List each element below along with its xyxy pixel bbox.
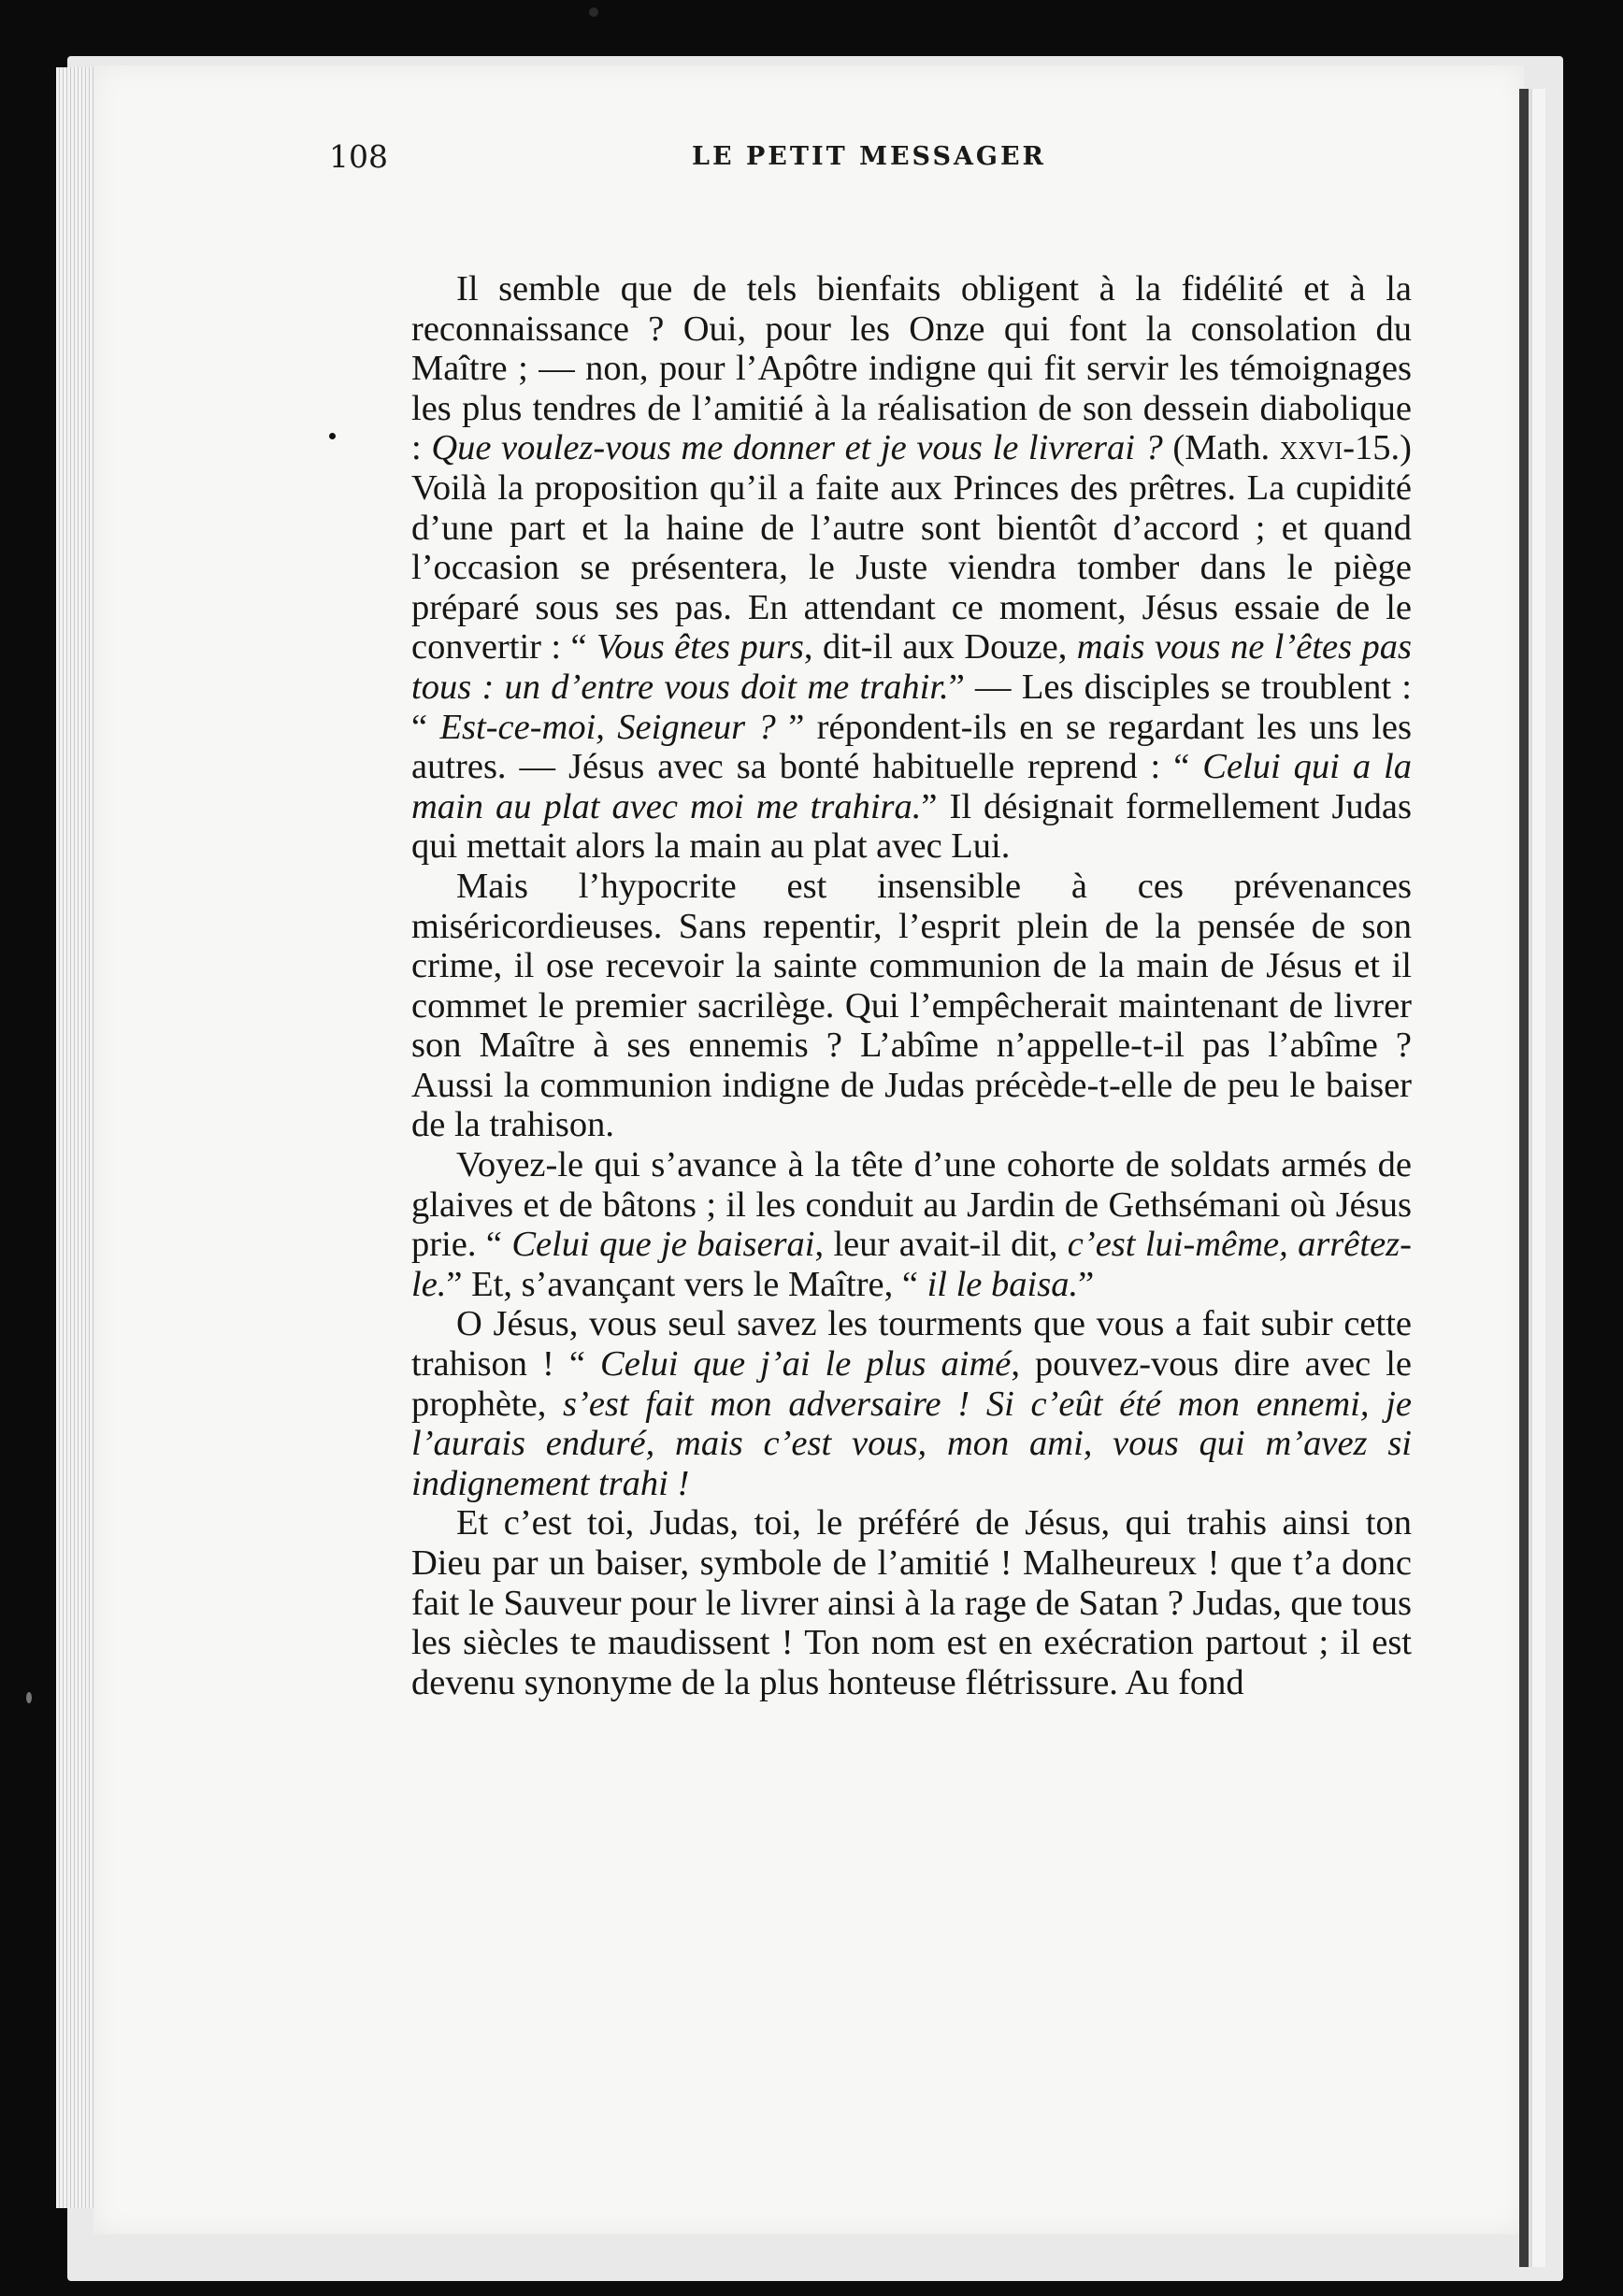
text-segment: Voyez-le qui s’avance à la tête d’une cohorte de soldats armés de glaives et de bâtons ; il les conduit au Jardin de Gethsémani où Jésus prie. “ <box>411 1145 1412 1265</box>
text-segment: ” répondent-ils en se regardant les uns les autres. — Jésus avec sa bonté habituelle reprend : “ <box>411 707 1412 787</box>
page-header <box>329 138 1409 185</box>
page-number: 108 <box>329 138 388 175</box>
text-segment: Celui que j’ai le plus aimé <box>600 1344 1012 1385</box>
page-edges-left <box>56 67 93 2208</box>
text-segment: , pouvez-vous dire avec le prophète, <box>411 1344 1413 1424</box>
text-segment: ” <box>1078 1264 1095 1304</box>
text-segment: ” Il désignait formellement Judas qui mettait alors la main au plat avec Lui. <box>411 786 1412 867</box>
text-segment: ” Et, s’avançant vers le Maître, “ <box>446 1264 927 1304</box>
text-segment: xxvi-15. <box>1279 428 1400 468</box>
text-segment: Et c’est toi, Judas, toi, le préféré de Jésus, qui trahis ainsi ton Dieu par un baiser, symbole de l’amitié ! Malheureux ! que t’a donc fait le Sauveur pour le livrer ainsi à la rage de Satan ? Judas, que tous les siècles te maudissent ! Ton nom est en exécration partout ; il est devenu synonyme de la plus honteuse flétrissure. Au fond <box>411 1503 1412 1702</box>
paragraph-p5 <box>411 1503 1412 1702</box>
paragraph-p3 <box>411 1145 1412 1304</box>
text-segment: il le baisa. <box>926 1264 1079 1304</box>
paragraph-p2 <box>411 867 1412 1145</box>
running-title: LE PETIT MESSAGER <box>692 142 1046 171</box>
text-segment: ) Voilà la proposition qu’il a faite aux Princes des prêtres. La cupidité d’une part et la haine de l’autre sont bientôt d’accord ; et quand l’occasion se présentera, le Juste viendra tomber dans le piège préparé sous ses pas. En attendant ce moment, Jésus essaie de le convertir : “ <box>411 428 1412 667</box>
scan-speck <box>26 1692 32 1703</box>
text-segment: Mais l’hypocrite est insensible à ces prévenances miséricordieuses. Sans repentir, l’esprit plein de la pensée de son crime, il ose recevoir la sainte communion de la main de Jésus et il commet le premier sacrilège. Qui l’empêcherait maintenant de livrer son Maître à ses ennemis ? L’abîme n’appelle-t-il pas l’abîme ? Aussi la communion indigne de Judas précède-t-elle de peu le baiser de la trahison. <box>411 866 1412 1145</box>
paragraph-p4 <box>411 1304 1412 1503</box>
scan-speck <box>589 7 598 17</box>
text-segment: Celui que je baiserai <box>511 1225 815 1265</box>
text-segment: , dit-il aux Douze, <box>803 627 1077 667</box>
text-segment: Celui qui a la main au plat avec moi me trahira. <box>411 747 1412 826</box>
scan-speck <box>329 433 336 439</box>
body-text <box>411 269 1412 1702</box>
text-segment: Est-ce-moi, Seigneur ? <box>439 707 776 747</box>
paragraph-p1 <box>411 269 1412 867</box>
page-edges-right <box>1519 89 1545 2267</box>
text-segment: Il semble que de tels bienfaits obligent à la fidélité et à la reconnaissance ? Oui, pour les Onze qui font la consolation du Maître ; — non, pour l’Apôtre indigne qui fit servir les témoignages les plus tendres de l’amitié à la réalisation de son dessein diabolique : <box>411 269 1412 468</box>
text-segment: (Math. <box>1162 428 1280 468</box>
text-segment: Que voulez-vous me donner et je vous le livrerai ? <box>431 428 1163 468</box>
text-segment: c’est lui-même, arrêtez-le. <box>411 1225 1412 1304</box>
text-segment: , leur avait-il dit, <box>814 1225 1068 1265</box>
text-segment: ” — Les disciples se troublent : “ <box>411 667 1412 747</box>
text-segment: Vous êtes purs <box>596 627 804 667</box>
text-segment: mais vous ne l’êtes pas tous : un d’entre vous doit me trahir. <box>411 627 1412 707</box>
text-segment: O Jésus, vous seul savez les tourments que vous a fait subir cette trahison ! “ <box>411 1304 1412 1385</box>
text-segment: s’est fait mon adversaire ! Si c’eût été mon ennemi, je l’aurais enduré, mais c’est vous, mon ami, vous qui m’avez si indignement trahi ! <box>411 1384 1412 1503</box>
